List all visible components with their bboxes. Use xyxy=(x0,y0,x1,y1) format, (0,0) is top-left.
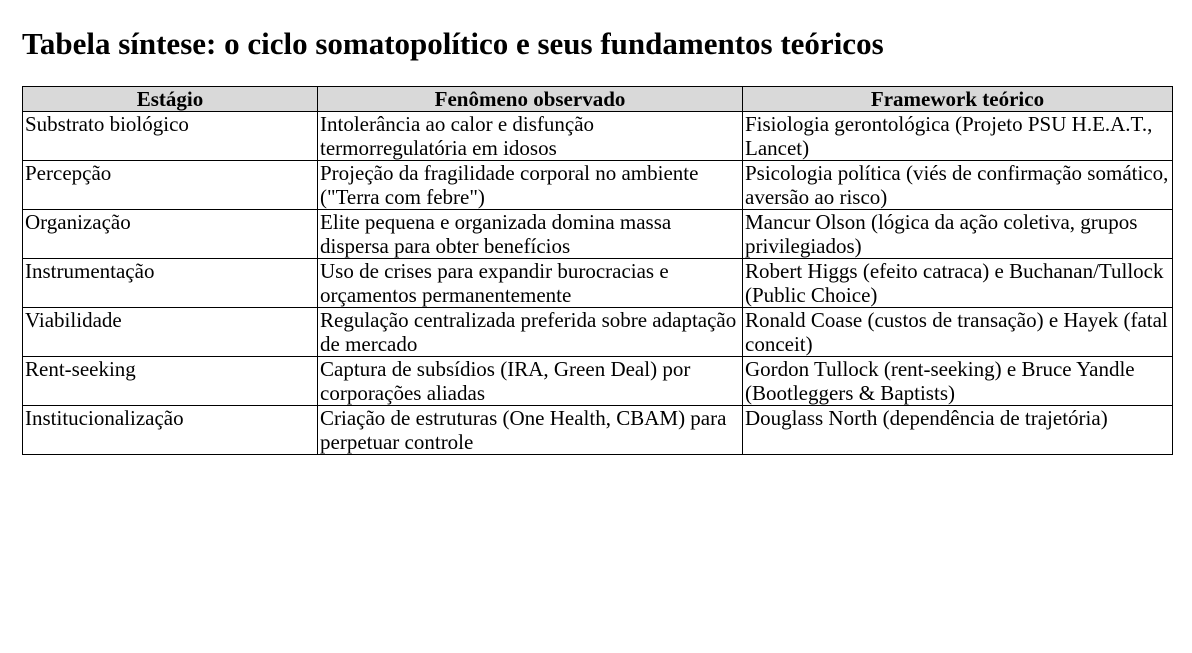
cell-stage: Instrumentação xyxy=(23,259,318,308)
summary-table xyxy=(22,86,1173,455)
table-row xyxy=(23,161,1173,210)
table-row xyxy=(23,308,1173,357)
header-phenomenon: Fenômeno observado xyxy=(318,87,743,112)
table-row xyxy=(23,259,1173,308)
cell-framework: Ronald Coase (custos de transação) e Hayek (fatal conceit) xyxy=(743,308,1173,357)
cell-framework: Gordon Tullock (rent-seeking) e Bruce Yandle (Bootleggers & Baptists) xyxy=(743,357,1173,406)
header-framework: Framework teórico xyxy=(743,87,1173,112)
cell-phenomenon: Captura de subsídios (IRA, Green Deal) por corporações aliadas xyxy=(318,357,743,406)
cell-framework: Mancur Olson (lógica da ação coletiva, grupos privilegiados) xyxy=(743,210,1173,259)
cell-stage: Rent-seeking xyxy=(23,357,318,406)
table-row xyxy=(23,406,1173,455)
page-title: Tabela síntese: o ciclo somatopolítico e seus fundamentos teóricos xyxy=(22,26,884,61)
header-stage: Estágio xyxy=(23,87,318,112)
cell-phenomenon: Projeção da fragilidade corporal no ambiente ("Terra com febre") xyxy=(318,161,743,210)
cell-framework: Robert Higgs (efeito catraca) e Buchanan/Tullock (Public Choice) xyxy=(743,259,1173,308)
cell-stage: Organização xyxy=(23,210,318,259)
cell-stage: Institucionalização xyxy=(23,406,318,455)
cell-phenomenon: Intolerância ao calor e disfunção termorregulatória em idosos xyxy=(318,112,743,161)
table-row xyxy=(23,357,1173,406)
cell-stage: Viabilidade xyxy=(23,308,318,357)
cell-phenomenon: Criação de estruturas (One Health, CBAM) para perpetuar controle xyxy=(318,406,743,455)
cell-framework: Douglass North (dependência de trajetória) xyxy=(743,406,1173,455)
cell-phenomenon: Regulação centralizada preferida sobre adaptação de mercado xyxy=(318,308,743,357)
cell-framework: Fisiologia gerontológica (Projeto PSU H.E.A.T., Lancet) xyxy=(743,112,1173,161)
cell-framework: Psicologia política (viés de confirmação somático, aversão ao risco) xyxy=(743,161,1173,210)
cell-stage: Percepção xyxy=(23,161,318,210)
cell-stage: Substrato biológico xyxy=(23,112,318,161)
table-row xyxy=(23,210,1173,259)
table-row xyxy=(23,112,1173,161)
cell-phenomenon: Uso de crises para expandir burocracias e orçamentos permanentemente xyxy=(318,259,743,308)
table-header-row xyxy=(23,87,1173,112)
cell-phenomenon: Elite pequena e organizada domina massa dispersa para obter benefícios xyxy=(318,210,743,259)
